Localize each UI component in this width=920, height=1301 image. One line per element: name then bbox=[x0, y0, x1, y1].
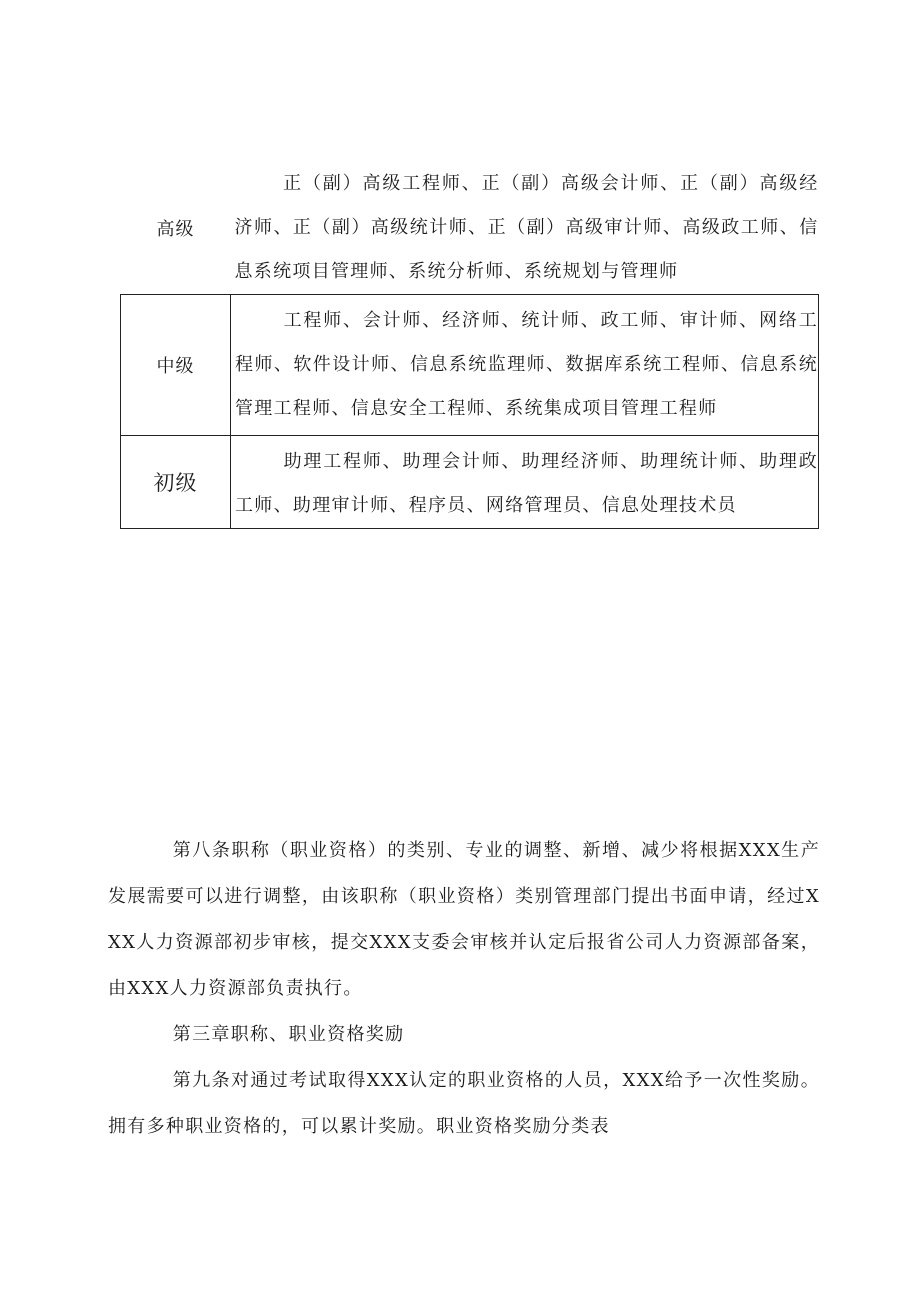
document-body bbox=[108, 828, 820, 1150]
senior-titles: 正（副）高级工程师、正（副）高级会计师、正（副）高级经济师、正（副）高级统计师、正（副）高级审计师、高级政工师、信息系统项目管理师、系统分析师、系统规划与管理师 bbox=[234, 173, 819, 282]
qualification-level-table bbox=[120, 162, 819, 529]
level-label-senior: 高级 bbox=[156, 219, 195, 240]
junior-titles: 助理工程师、助理会计师、助理经济师、助理统计师、助理政工师、助理审计师、程序员、网络管理员、信息处理技术员 bbox=[231, 436, 819, 529]
intermediate-titles: 工程师、会计师、经济师、统计师、政工师、审计师、网络工程师、软件设计师、信息系统监理师、数据库系统工程师、信息系统管理工程师、信息安全工程师、系统集成项目管理工程师 bbox=[231, 295, 819, 436]
level-label-junior: 初级 bbox=[121, 436, 231, 529]
table-row bbox=[121, 436, 819, 529]
article-8-paragraph: 第八条职称（职业资格）的类别、专业的调整、新增、减少将根据XXX生产发展需要可以进行调整，由该职称（职业资格）类别管理部门提出书面申请，经过XXX人力资源部初步审核，提交XXX支委会审核并认定后报省公司人力资源部备案，由XXX人力资源部负责执行。 bbox=[108, 840, 820, 999]
article-9-paragraph: 第九条对通过考试取得XXX认定的职业资格的人员，XXX给予一次性奖励。拥有多种职业资格的，可以累计奖励。职业资格奖励分类表 bbox=[108, 1070, 820, 1137]
table-row bbox=[121, 295, 819, 436]
chapter-3-heading: 第三章职称、职业资格奖励 bbox=[172, 1024, 405, 1045]
level-label-intermediate: 中级 bbox=[121, 295, 231, 436]
table-row bbox=[121, 162, 819, 295]
